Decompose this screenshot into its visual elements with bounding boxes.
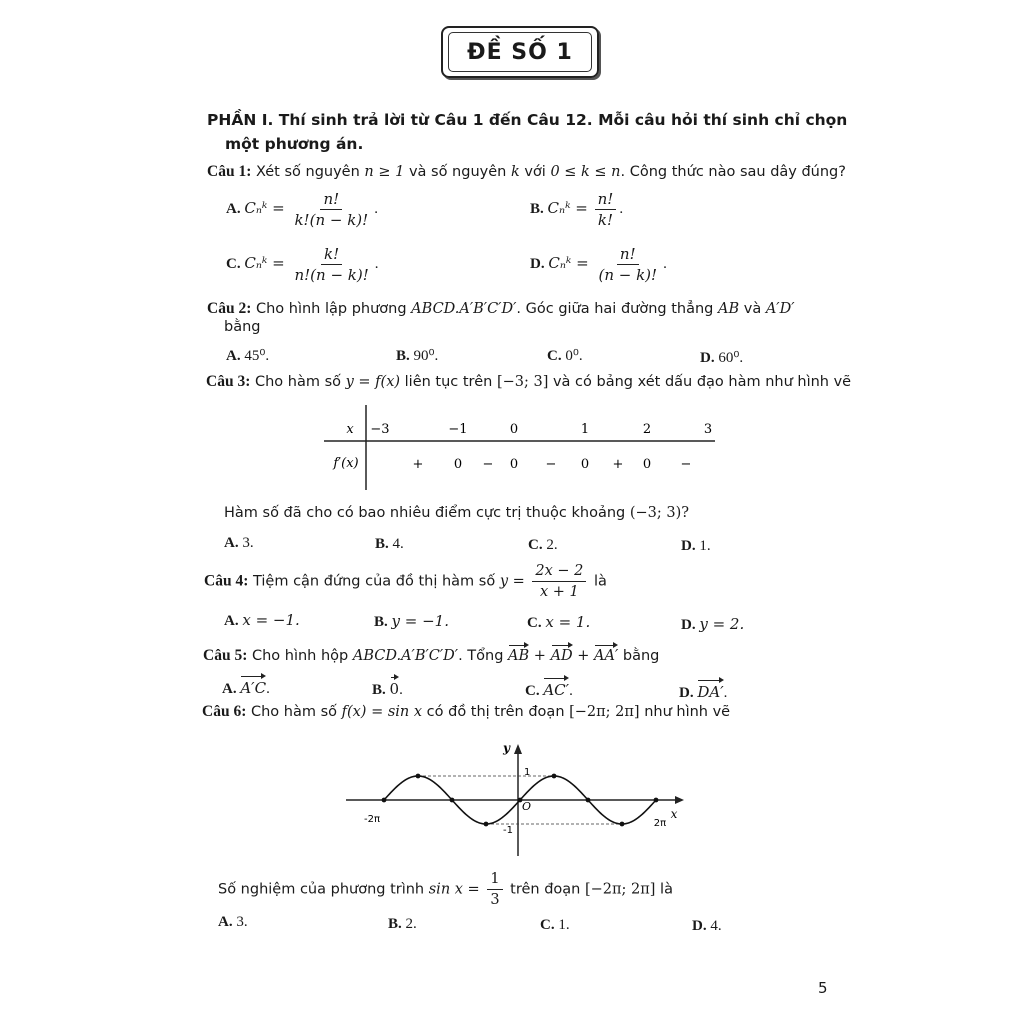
math: [−2π; 2π] <box>569 704 640 720</box>
q6-option-a[interactable] <box>218 914 248 931</box>
table-zero: 0 <box>642 457 652 472</box>
q1-option-a[interactable]: A. Cₙᵏ = $\frac{n!}{k!(n - k)!}$ . <box>226 190 378 229</box>
question-text: . Tổng <box>458 648 504 664</box>
q1-option-d[interactable]: D. Cₙᵏ = $\frac{n!}{(n - k)!}$ . <box>530 245 667 284</box>
denominator: x + 1 <box>540 584 579 600</box>
vector <box>594 645 618 664</box>
question-6-prompt <box>218 870 673 909</box>
option-value: 4. <box>392 536 404 552</box>
question-2-cont: bằng <box>224 319 261 335</box>
curve-point <box>552 774 557 779</box>
sine-graph <box>340 738 690 860</box>
option-value: y = 2. <box>699 615 745 633</box>
q4-option-b[interactable] <box>374 612 449 631</box>
option-end: . <box>266 681 270 697</box>
option-value: 0⁰. <box>565 348 583 364</box>
vector-text: AB <box>508 648 530 664</box>
x-tick-2pi: 2π <box>653 818 667 829</box>
question-text: trên đoạn <box>510 881 581 898</box>
q2-option-c[interactable] <box>547 346 583 365</box>
math: k <box>510 164 520 180</box>
option-label: A. <box>218 914 233 930</box>
option-label: B. <box>372 682 386 698</box>
table-zero: 0 <box>509 457 519 472</box>
q3-option-a[interactable] <box>224 535 254 552</box>
curve-point <box>518 798 523 803</box>
curve-point <box>416 774 421 779</box>
question-text: bằng <box>622 648 660 664</box>
question-label: Câu 5: <box>203 647 248 664</box>
option-label: B. <box>396 348 410 364</box>
question-4 <box>204 562 607 601</box>
part-heading-line2: một phương án. <box>225 135 364 153</box>
q4-option-d[interactable] <box>681 615 744 634</box>
question-text: như hình vẽ <box>644 704 731 720</box>
fraction <box>487 870 502 909</box>
q1-option-c[interactable]: C. Cₙᵏ = $\frac{k!}{n!(n - k)!}$ . <box>226 245 379 284</box>
question-text: Tiệm cận đứng của đồ thị hàm số <box>252 573 496 590</box>
y-tick-1: 1 <box>524 767 531 778</box>
option-label: D. <box>692 918 707 934</box>
part-heading-line1: PHẦN I. Thí sinh trả lời từ Câu 1 đến Câu 12. Mỗi câu hỏi thí sinh chỉ chọn <box>207 111 848 129</box>
curve-point <box>586 798 591 803</box>
question-text: có đồ thị trên đoạn <box>426 704 565 720</box>
question-text: Số nghiệm của phương trình <box>218 881 425 898</box>
option-value: 60⁰. <box>718 350 744 366</box>
vector-text: AA′ <box>594 648 619 664</box>
table-sign: − <box>680 457 692 472</box>
vector-text: 0 <box>389 680 400 698</box>
q5-option-d[interactable] <box>679 680 727 702</box>
option-label: C. <box>527 615 542 631</box>
question-text: liên tục trên <box>404 374 493 390</box>
option-label: C. <box>525 683 540 699</box>
option-label: A. <box>224 613 239 629</box>
math: f(x) = sin x <box>341 704 423 720</box>
math: [−2π; 2π] <box>584 881 656 898</box>
numerator: n! <box>617 245 639 265</box>
q5-option-b[interactable] <box>372 677 403 699</box>
option-label: D. <box>681 538 696 554</box>
option-value: x = −1. <box>242 611 300 629</box>
math: y = <box>499 573 525 590</box>
option-label: D. <box>530 255 545 272</box>
page-number: 5 <box>818 979 828 997</box>
x-tick-neg2pi: -2π <box>364 814 380 825</box>
table-sign: + <box>612 457 624 472</box>
option-value: x = 1. <box>545 613 591 631</box>
curve-point <box>450 798 455 803</box>
q2-option-d[interactable] <box>700 348 743 367</box>
option-value: 2. <box>546 537 558 553</box>
math: Cₙᵏ = <box>244 253 285 272</box>
y-axis-label: y <box>503 741 510 755</box>
fraction <box>595 245 660 284</box>
fraction <box>532 562 586 601</box>
option-label: C. <box>540 917 555 933</box>
option-label: A. <box>222 681 237 697</box>
question-label: Câu 6: <box>202 703 247 720</box>
table-x-value: 3 <box>703 422 713 437</box>
numerator: 1 <box>487 870 502 890</box>
vector <box>508 645 529 664</box>
question-text: là <box>660 881 673 898</box>
option-label: B. <box>375 536 389 552</box>
sign-table <box>320 402 720 494</box>
q5-option-a[interactable] <box>222 676 270 698</box>
math: Cₙᵏ = <box>548 253 589 272</box>
q5-option-c[interactable] <box>525 678 573 700</box>
vector <box>551 645 573 664</box>
option-label: D. <box>681 617 696 633</box>
question-text: và có bảng xét dấu đạo hàm như hình vẽ <box>552 374 852 390</box>
option-value: 2. <box>405 916 417 932</box>
question-label: Câu 1: <box>207 163 252 180</box>
question-label: Câu 2: <box>207 300 252 317</box>
x-axis-label: x <box>670 807 678 821</box>
option-label: A. <box>224 535 239 551</box>
q4-option-c[interactable] <box>527 613 590 632</box>
table-fx-label: f′(x) <box>333 456 359 471</box>
math: AB <box>717 301 740 317</box>
math: A′D′ <box>765 301 795 317</box>
math: + <box>577 648 590 664</box>
curve-point <box>654 798 659 803</box>
question-text: . Góc giữa hai đường thẳng <box>516 301 714 317</box>
q1-option-b[interactable]: B. Cₙᵏ = $\frac{n!}{k!}$ . <box>530 190 624 229</box>
option-value: 1. <box>558 917 570 933</box>
math: 0 ≤ k ≤ n <box>550 164 621 180</box>
q6-option-d[interactable] <box>692 918 722 935</box>
question-text: Xét số nguyên <box>255 164 360 180</box>
option-value: 3. <box>236 914 248 930</box>
question-3-prompt <box>224 505 689 521</box>
numerator: n! <box>320 190 342 210</box>
option-label: B. <box>388 916 402 932</box>
math: Cₙᵏ = <box>244 198 285 217</box>
option-label: C. <box>547 348 562 364</box>
denominator: k! <box>597 211 614 229</box>
table-x-value: −1 <box>448 422 468 437</box>
numerator: n! <box>595 190 617 210</box>
question-text: Cho hình hộp <box>251 648 349 664</box>
option-value: y = −1. <box>391 612 449 630</box>
table-sign: − <box>482 457 494 472</box>
denominator: k!(n − k)! <box>294 211 369 229</box>
vector-text: AD <box>550 648 573 664</box>
vector-text: A′C <box>240 679 267 697</box>
option-label: A. <box>226 200 241 217</box>
q2-option-a[interactable] <box>226 346 269 365</box>
curve-point <box>620 822 625 827</box>
option-label: D. <box>679 685 694 701</box>
origin-label: O <box>522 800 532 813</box>
math: + <box>533 648 546 664</box>
question-1 <box>207 163 846 181</box>
table-sign: − <box>545 457 557 472</box>
fraction <box>291 190 371 229</box>
option-end: . <box>569 683 573 699</box>
math: ABCD.A′B′C′D′ <box>352 648 459 664</box>
math: ABCD.A′B′C′D′ <box>411 301 517 317</box>
option-end: . <box>399 682 403 698</box>
q3-option-d[interactable] <box>681 538 711 555</box>
table-x-value: 0 <box>509 422 519 437</box>
y-tick-neg1: -1 <box>503 825 513 836</box>
numerator: 2x − 2 <box>532 562 586 582</box>
q6-option-b[interactable] <box>388 916 417 933</box>
q6-option-c[interactable] <box>540 917 570 934</box>
question-text: Cho hình lập phương <box>255 301 407 317</box>
option-end: . <box>723 685 728 701</box>
option-value: 45⁰. <box>244 348 270 364</box>
q3-option-b[interactable] <box>375 536 404 553</box>
curve-point <box>484 822 489 827</box>
question-5 <box>203 645 659 665</box>
question-6 <box>202 703 730 721</box>
table-x-label: x <box>346 422 354 437</box>
option-value: 1. <box>699 538 711 554</box>
table-x-value: 2 <box>642 422 652 437</box>
option-value: 3. <box>242 535 254 551</box>
vector <box>240 676 266 697</box>
numerator: k! <box>321 245 342 265</box>
math: y = f(x) <box>345 374 401 390</box>
question-3 <box>206 373 851 391</box>
question-text: Cho hàm số <box>254 374 341 390</box>
q3-option-c[interactable] <box>528 537 558 554</box>
denominator: n!(n − k)! <box>294 266 369 284</box>
question-text: và <box>743 301 762 317</box>
math: n ≥ 1 <box>364 164 405 180</box>
option-label: C. <box>528 537 543 553</box>
fraction <box>595 190 617 229</box>
question-text: là <box>594 573 607 590</box>
table-zero: 0 <box>580 457 590 472</box>
question-text: Cho hàm số <box>250 704 337 720</box>
question-text: . Công thức nào sau dây đúng? <box>620 164 846 180</box>
title-box <box>441 26 599 78</box>
question-label: Câu 3: <box>206 373 251 390</box>
question-2 <box>207 300 795 318</box>
question-text: với <box>524 164 546 180</box>
option-value: 90⁰. <box>413 348 439 364</box>
option-label: A. <box>226 348 241 364</box>
q4-option-a[interactable] <box>224 611 300 630</box>
fraction <box>291 245 371 284</box>
y-axis-arrow <box>514 744 522 754</box>
table-x-value: 1 <box>580 422 590 437</box>
table-zero: 0 <box>453 457 463 472</box>
option-label: B. <box>374 614 388 630</box>
curve-point <box>382 798 387 803</box>
part-heading <box>207 108 847 156</box>
question-text: và số nguyên <box>408 164 507 180</box>
denominator: (n − k)! <box>598 266 658 284</box>
vector <box>697 680 723 701</box>
vector-text: AC′ <box>543 681 570 699</box>
vector-text: DA′ <box>697 683 724 701</box>
vector <box>543 678 569 699</box>
denominator: 3 <box>490 892 500 908</box>
question-text: Hàm số đã cho có bao nhiêu điểm cực trị thuộc khoảng <box>224 505 626 521</box>
option-value: 4. <box>710 918 722 934</box>
x-axis-arrow <box>675 796 684 804</box>
option-label: C. <box>226 255 241 272</box>
page-title: ĐỀ SỐ 1 <box>448 32 592 72</box>
table-sign: + <box>412 457 424 472</box>
option-label: D. <box>700 350 715 366</box>
math: Cₙᵏ = <box>547 198 588 217</box>
question-label: Câu 4: <box>204 572 249 590</box>
q2-option-b[interactable] <box>396 346 438 365</box>
option-label: B. <box>530 200 544 217</box>
math: sin x = <box>428 881 480 898</box>
math: [−3; 3] <box>496 374 549 390</box>
math: (−3; 3)? <box>629 505 690 521</box>
vector <box>390 677 400 698</box>
table-x-value: −3 <box>370 422 390 437</box>
